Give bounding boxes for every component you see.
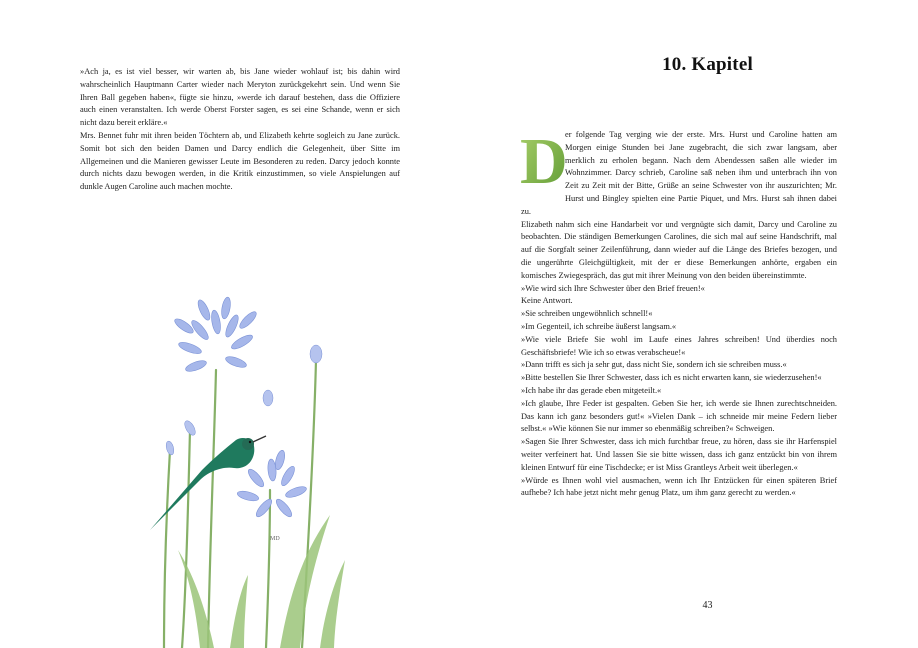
paragraph: »Wie viele Briefe Sie wohl im Laufe eines Jahres schreiben! Und überdies noch Geschäftsbriefe! Wie ich so etwas verabscheue!« bbox=[521, 334, 837, 357]
paragraph: »Ach ja, es ist viel besser, wir warten ab, bis Jane wieder wohlauf ist; bis dahin wird wahrscheinlich Hauptmann Carter wieder nach Meryton zurückgekehrt sein. Und wenn Sie Ihren Ball gegeben haben«, fügte sie hinzu, »werde ich darauf bestehen, dass die Offiziere auch einen veranstalten. Ich werde Oberst Forster sagen, es sei eine Schande, wenn er sich nicht dazu bereit erkläre.« bbox=[80, 67, 400, 128]
page-number: 43 bbox=[702, 600, 713, 611]
chapter-title: 10. Kapitel bbox=[662, 54, 753, 75]
paragraph: »Sagen Sie Ihrer Schwester, dass ich mich furchtbar freue, zu hören, dass sie ihr Harfenspiel weiter verfeinert hat. Und lassen Sie sie bitte wissen, dass ich ganz entzückt bin von ihrem kleinen Entwurf für eine Tischdecke; er ist Miss Grantleys Arbeit weit überlegen.« bbox=[521, 437, 837, 472]
paragraph: »Ich habe ihr das gerade eben mitgeteilt.« bbox=[521, 385, 662, 395]
svg-text:MD: MD bbox=[270, 536, 280, 542]
paragraph: »Sie schreiben ungewöhnlich schnell!« bbox=[521, 309, 653, 319]
lead-paragraph: er folgende Tag verging wie der erste. Mrs. Hurst und Caroline hatten am Morgen einige Stunden bei Jane zugebracht, die sich zwar langsam, aber merklich zu erholen begann. Nach dem Abendessen saßen alle wieder im Wohnzimmer. Darcy schrieb, Caroline saß neben ihm und unterbrach ihn von Zeit zu Zeit mit der Bitte, Grüße an seine Schwester von ihr auszurichten; Mr. Hurst und Bingley spielten eine Partie Piquet, und Mrs. Hurst sah ihnen dabei zu. bbox=[521, 130, 837, 216]
paragraph: »Wie wird sich Ihre Schwester über den Brief freuen!« bbox=[521, 283, 705, 293]
right-page bbox=[459, 0, 918, 648]
paragraph: »Bitte bestellen Sie Ihrer Schwester, dass ich es nicht erwarten kann, sie wiederzusehen!« bbox=[521, 373, 822, 383]
agapanthus-hummingbird-illustration bbox=[130, 290, 370, 648]
flower-head bbox=[173, 296, 259, 373]
paragraph: Mrs. Bennet fuhr mit ihren beiden Töchtern ab, und Elizabeth kehrte sogleich zu Jane zurück. Somit bot sich den beiden Damen und Darcy endlich die Gelegenheit, über Sitte im Allgemeinen und die Manieren gewisser Leute im Besonderen zu reden. Darcy jedoch konnte durch nichts dazu bewogen werden, in die Kritik einzustimmen, so viele Anspielungen auf dunkle Augen Caroline auch machen mochte. bbox=[80, 130, 400, 192]
paragraph: »Im Gegenteil, ich schreibe äußerst langsam.« bbox=[521, 321, 677, 331]
paragraph: »Würde es Ihnen wohl viel ausmachen, wenn ich Ihr Entzücken für einen späteren Brief aufhebe? Ich habe jetzt nicht mehr genug Platz, um ihm ganz gerecht zu werden.« bbox=[521, 475, 837, 498]
svg-text:D: D bbox=[520, 125, 568, 198]
right-page-text bbox=[521, 129, 837, 500]
paragraph: »Ich glaube, Ihre Feder ist gespalten. Geben Sie her, ich werde sie Ihnen zurechtschneiden. Das kann ich ganz besonders gut!« »Vielen Dank – ich schneide mir meine Federn lieber selbst.« »Wie können Sie nur immer so ebenmäßig schreiben?« Schweigen. bbox=[521, 398, 837, 434]
paragraph: Elizabeth nahm sich eine Handarbeit vor und vergnügte sich damit, Darcy und Caroline zu beobachten. Die ständigen Bemerkungen Carolines, die sich mal auf seine Handschrift, mal auf die Sorgfalt seiner Zeilenführung, dann wieder auf die Länge des Briefes bezogen, und die ungerührte Gleichgültigkeit, mit der er diese Bemerkungen anhörte, ergaben ein komisches Zwiegespräch, das gut mit ihrer Meinung von den beiden übereinstimmte. bbox=[521, 219, 837, 280]
paragraph: Keine Antwort. bbox=[521, 296, 573, 306]
paragraph: »Dann trifft es sich ja sehr gut, dass nicht Sie, sondern ich sie schreiben muss.« bbox=[521, 360, 787, 370]
left-page-text bbox=[80, 66, 400, 194]
